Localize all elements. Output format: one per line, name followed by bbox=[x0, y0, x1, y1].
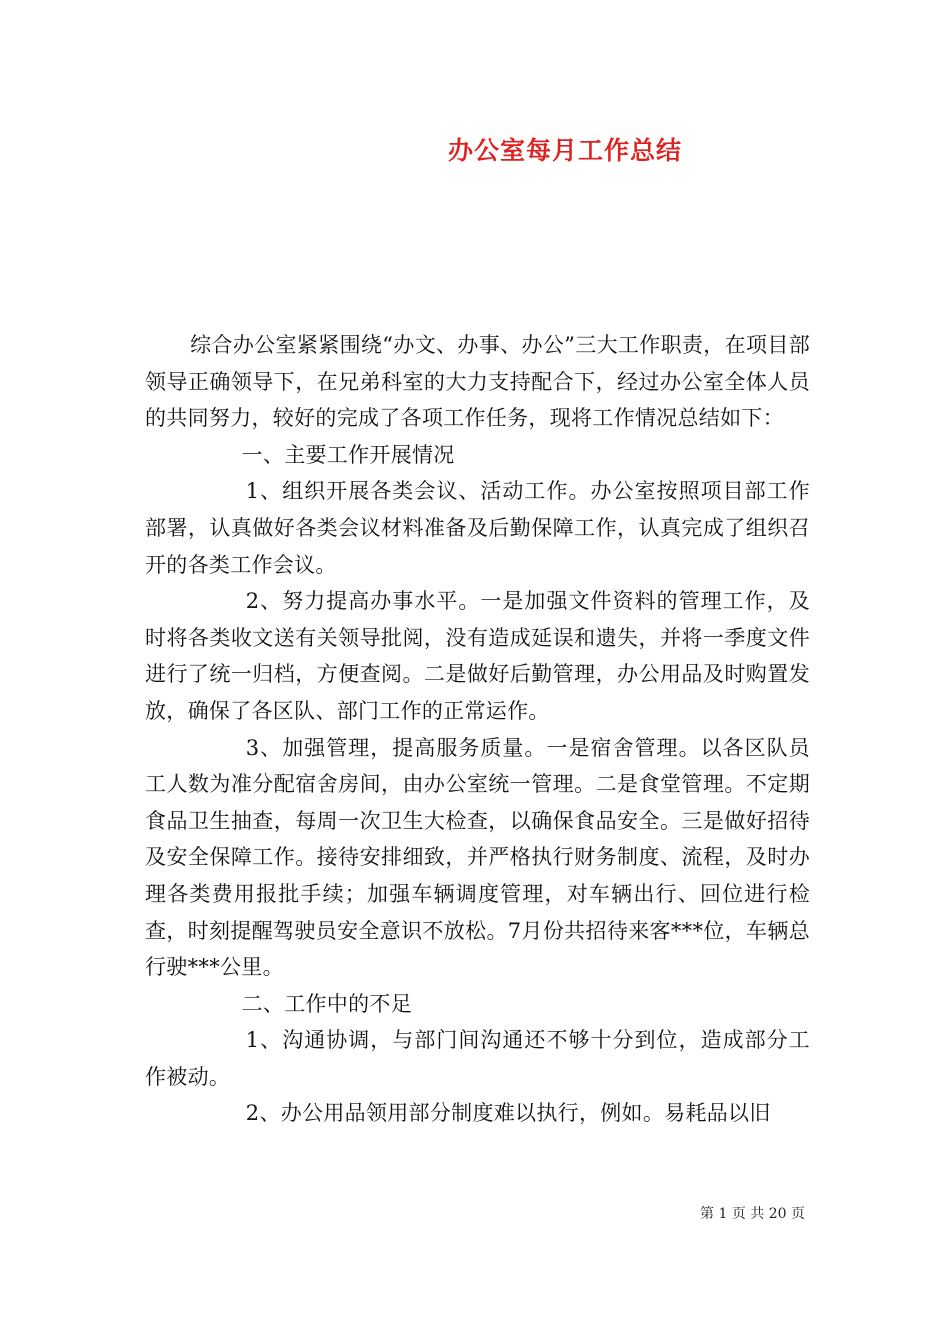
document-body bbox=[145, 327, 810, 1132]
paragraph-meetings: 1、组织开展各类会议、活动工作。办公室按照项目部工作部署，认真做好各类会议材料准备及后勤保障工作，认真完成了组织召开的各类工作会议。 bbox=[145, 479, 810, 577]
intro-paragraph: 综合办公室紧紧围绕“办文、办事、办公”三大工作职责，在项目部领导正确领导下，在兄弟科室的大力支持配合下，经过办公室全体人员的共同努力，较好的完成了各项工作任务，现将工作情况总结如下： bbox=[145, 333, 810, 431]
paragraph-communication: 1、沟通协调，与部门间沟通还不够十分到位，造成部分工作被动。 bbox=[145, 1028, 810, 1089]
paragraph-office-supplies: 2、办公用品领用部分制度难以执行，例如。易耗品以旧 bbox=[245, 1101, 771, 1126]
paragraph-management: 3、加强管理，提高服务质量。一是宿舍管理。以各区队员工人数为准分配宿舍房间，由办公室统一管理。二是食堂管理。不定期食品卫生抽查，每周一次卫生大检查，以确保食品安全。三是做好招待及安全保障工作。接待安排细致，并严格执行财务制度、流程，及时办理各类费用报批手续；加强车辆调度管理，对车辆出行、回位进行检查，时刻提醒驾驶员安全意识不放松。7月份共招待来客***位，车辆总行驶***公里。 bbox=[145, 735, 810, 980]
paragraph-efficiency: 2、努力提高办事水平。一是加强文件资料的管理工作，及时将各类收文送有关领导批阅，没有造成延误和遗失，并将一季度文件进行了统一归档，方便查阅。二是做好后勤管理，办公用品及时购置发放，确保了各区队、部门工作的正常运作。 bbox=[145, 589, 810, 723]
page-number-footer: 第 1 页 共 20 页 bbox=[700, 1206, 805, 1222]
section-heading-shortcomings: 二、工作中的不足 bbox=[241, 991, 412, 1016]
section-heading-main-work: 一、主要工作开展情况 bbox=[241, 442, 455, 467]
document-title: 办公室每月工作总结 bbox=[447, 136, 682, 165]
